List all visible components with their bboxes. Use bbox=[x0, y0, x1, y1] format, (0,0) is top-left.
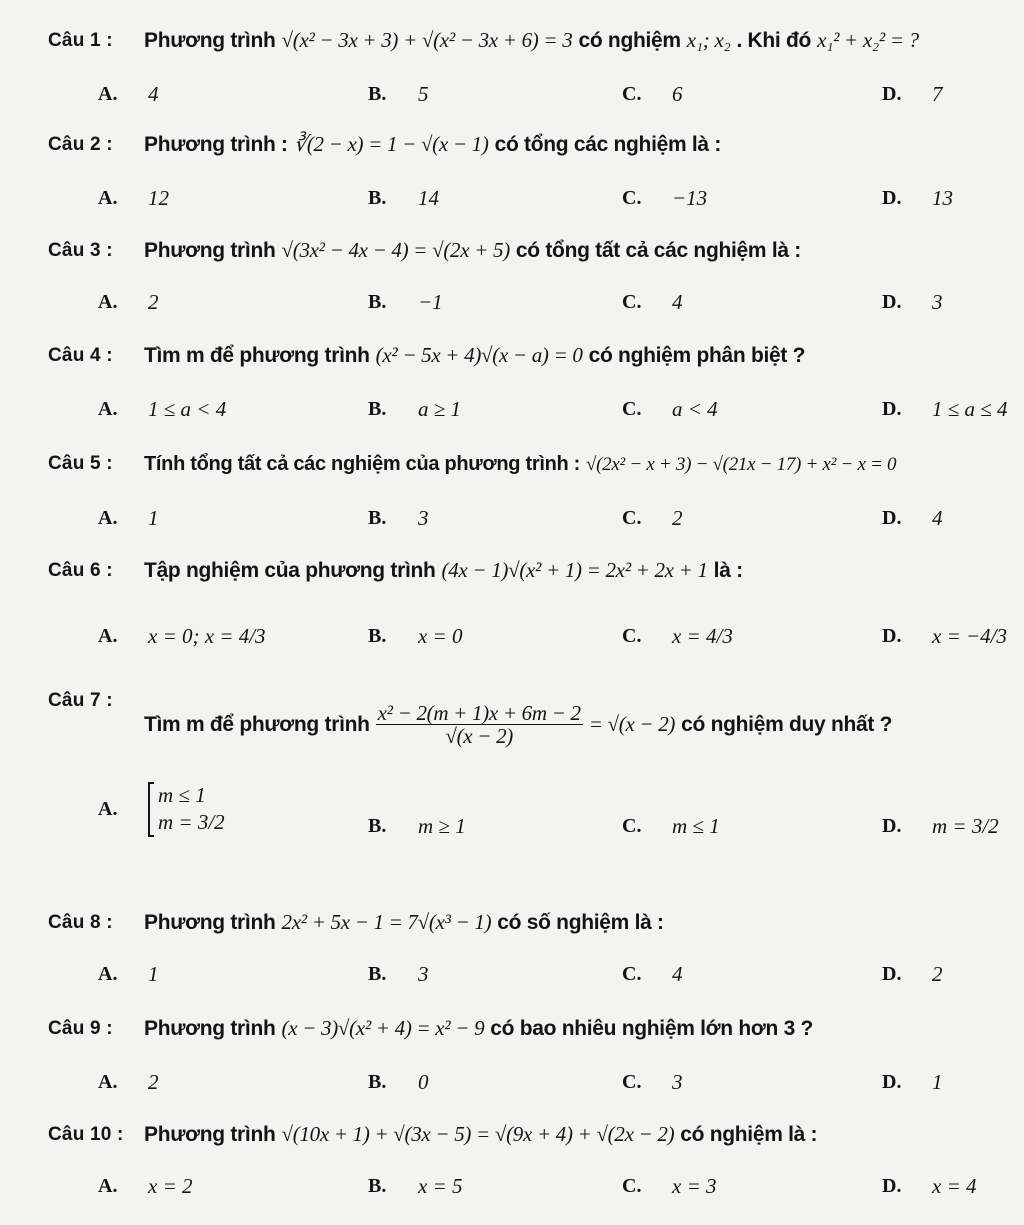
option-c[interactable] bbox=[622, 186, 707, 211]
option-value: x = 3 bbox=[672, 1174, 717, 1198]
option-letter: B. bbox=[368, 1175, 387, 1197]
option-letter: C. bbox=[622, 815, 642, 837]
option-letter: B. bbox=[368, 815, 387, 837]
option-value: 4 bbox=[148, 82, 159, 106]
question-text: có số nghiệm là : bbox=[497, 910, 664, 934]
option-letter: C. bbox=[622, 291, 642, 313]
option-letter: D. bbox=[882, 291, 902, 313]
option-value: x = 2 bbox=[148, 1174, 193, 1198]
option-value: m = 3/2 bbox=[932, 814, 999, 838]
question-6-stem bbox=[48, 558, 1020, 583]
option-letter: D. bbox=[882, 815, 902, 837]
question-text: là : bbox=[713, 558, 743, 582]
option-letter: B. bbox=[368, 187, 387, 209]
equation: √(x² − 3x + 3) + √(x² − 3x + 6) = 3 bbox=[281, 28, 573, 52]
option-value: 13 bbox=[932, 186, 953, 210]
option-value: 2 bbox=[672, 506, 683, 530]
option-b[interactable] bbox=[368, 1070, 429, 1095]
question-10-stem bbox=[48, 1122, 1020, 1147]
option-value: m ≥ 1 bbox=[418, 814, 466, 838]
option-letter: A. bbox=[98, 83, 118, 105]
fraction-numerator: x² − 2(m + 1)x + 6m − 2 bbox=[377, 701, 581, 725]
option-value: a ≥ 1 bbox=[418, 397, 462, 421]
question-5-stem bbox=[48, 452, 1020, 476]
question-text: Phương trình : bbox=[144, 132, 288, 156]
option-value: −13 bbox=[672, 186, 708, 210]
option-letter: B. bbox=[368, 1071, 387, 1093]
equation: (4x − 1)√(x² + 1) = 2x² + 2x + 1 bbox=[441, 558, 708, 582]
question-label: Câu 6 : bbox=[48, 559, 113, 581]
question-text: có nghiệm là : bbox=[680, 1122, 818, 1146]
expression: x₁² + x₂² = ? bbox=[817, 28, 919, 52]
option-d[interactable] bbox=[882, 397, 1008, 422]
option-a[interactable] bbox=[98, 82, 159, 107]
option-c[interactable] bbox=[622, 397, 718, 422]
option-b[interactable] bbox=[368, 624, 463, 649]
question-label: Câu 8 : bbox=[48, 911, 113, 933]
option-b[interactable] bbox=[368, 962, 429, 987]
question-4-stem bbox=[48, 343, 1020, 368]
option-d[interactable] bbox=[882, 82, 943, 107]
question-label: Câu 10 : bbox=[48, 1123, 124, 1145]
option-value: 3 bbox=[932, 290, 943, 314]
question-text: . Khi đó bbox=[736, 28, 812, 52]
question-text: có nghiệm bbox=[578, 28, 681, 52]
option-b[interactable] bbox=[368, 397, 461, 422]
question-text: Phương trình bbox=[144, 238, 276, 262]
option-c[interactable] bbox=[622, 82, 683, 107]
option-value: −1 bbox=[418, 290, 443, 314]
option-letter: D. bbox=[882, 963, 902, 985]
option-letter: D. bbox=[882, 625, 902, 647]
question-text: Tìm m để phương trình bbox=[144, 343, 370, 367]
option-value: 14 bbox=[418, 186, 439, 210]
option-c[interactable] bbox=[622, 814, 720, 839]
question-label: Câu 3 : bbox=[48, 239, 113, 261]
option-value: 1 ≤ a < 4 bbox=[148, 397, 227, 421]
option-d[interactable] bbox=[882, 814, 999, 839]
option-a[interactable] bbox=[98, 1174, 193, 1199]
option-d[interactable] bbox=[882, 290, 943, 315]
option-letter: C. bbox=[622, 187, 642, 209]
option-letter: D. bbox=[882, 1071, 902, 1093]
question-text: Phương trình bbox=[144, 1016, 276, 1040]
question-9-stem bbox=[48, 1016, 1020, 1041]
fraction-denominator: √(x − 2) bbox=[445, 724, 513, 749]
option-value: 1 bbox=[148, 506, 159, 530]
question-text: có bao nhiêu nghiệm lớn hơn 3 ? bbox=[490, 1016, 814, 1040]
question-text: Tính tổng tất cả các nghiệm của phương trình : bbox=[144, 452, 581, 475]
option-system bbox=[148, 782, 225, 837]
question-text: Phương trình bbox=[144, 1122, 276, 1146]
option-value: m ≤ 1 bbox=[672, 814, 720, 838]
option-b[interactable] bbox=[368, 82, 429, 107]
option-value: 4 bbox=[932, 506, 943, 530]
option-letter: D. bbox=[882, 1175, 902, 1197]
option-letter: A. bbox=[98, 398, 118, 420]
option-value: 2 bbox=[148, 290, 159, 314]
option-letter: C. bbox=[622, 507, 642, 529]
option-value: 1 ≤ a ≤ 4 bbox=[932, 397, 1008, 421]
option-d[interactable] bbox=[882, 962, 943, 987]
question-label: Câu 1 : bbox=[48, 29, 113, 51]
question-label: Câu 4 : bbox=[48, 344, 113, 366]
option-letter: D. bbox=[882, 187, 902, 209]
option-d[interactable] bbox=[882, 1174, 977, 1199]
option-letter: A. bbox=[98, 797, 118, 820]
system-line-2: m = 3/2 bbox=[158, 810, 225, 835]
option-b[interactable] bbox=[368, 186, 439, 211]
option-c[interactable] bbox=[622, 1174, 717, 1199]
question-label: Câu 7 : bbox=[48, 690, 113, 711]
question-label: Câu 9 : bbox=[48, 1017, 113, 1039]
option-letter: C. bbox=[622, 83, 642, 105]
question-8-stem bbox=[48, 910, 1020, 935]
option-c[interactable] bbox=[622, 1070, 683, 1095]
option-a[interactable] bbox=[98, 624, 266, 649]
option-value: x = 0; x = 4/3 bbox=[148, 624, 266, 648]
option-letter: A. bbox=[98, 1175, 118, 1197]
option-letter: A. bbox=[98, 625, 118, 647]
option-value: 7 bbox=[932, 82, 943, 106]
question-text: Phương trình bbox=[144, 28, 276, 52]
option-letter: B. bbox=[368, 83, 387, 105]
question-label: Câu 5 : bbox=[48, 453, 113, 474]
option-value: 4 bbox=[672, 962, 683, 986]
question-2-stem bbox=[48, 132, 1020, 157]
option-value: x = 4 bbox=[932, 1174, 977, 1198]
equation: √(10x + 1) + √(3x − 5) = √(9x + 4) + √(2x − 2) bbox=[281, 1122, 675, 1146]
option-b[interactable] bbox=[368, 290, 443, 315]
option-value: x = 0 bbox=[418, 624, 463, 648]
option-value: 4 bbox=[672, 290, 683, 314]
question-3-stem bbox=[48, 238, 1020, 263]
option-value: x = 4/3 bbox=[672, 624, 733, 648]
option-a[interactable] bbox=[98, 397, 226, 422]
option-a[interactable] bbox=[98, 186, 169, 211]
option-d[interactable] bbox=[882, 186, 953, 211]
fraction bbox=[376, 702, 583, 747]
option-value: 2 bbox=[932, 962, 943, 986]
equation: (x − 3)√(x² + 4) = x² − 9 bbox=[281, 1016, 485, 1040]
equation: √(3x² − 4x − 4) = √(2x + 5) bbox=[281, 238, 510, 262]
option-d[interactable] bbox=[882, 506, 943, 531]
equation: √(2x² − x + 3) − √(21x − 17) + x² − x = 0 bbox=[586, 454, 897, 475]
option-letter: C. bbox=[622, 963, 642, 985]
option-letter: A. bbox=[98, 507, 118, 529]
option-b[interactable] bbox=[368, 814, 466, 839]
question-text: có nghiệm phân biệt ? bbox=[588, 343, 806, 367]
equation-rhs: = √(x − 2) bbox=[588, 712, 676, 737]
option-a[interactable] bbox=[98, 506, 159, 531]
option-value: 0 bbox=[418, 1070, 429, 1094]
option-letter: D. bbox=[882, 507, 902, 529]
option-letter: B. bbox=[368, 507, 387, 529]
option-letter: A. bbox=[98, 291, 118, 313]
option-letter: C. bbox=[622, 398, 642, 420]
question-label: Câu 2 : bbox=[48, 133, 113, 155]
option-a[interactable] bbox=[98, 962, 159, 987]
option-value: a < 4 bbox=[672, 397, 718, 421]
option-value: 5 bbox=[418, 82, 429, 106]
option-letter: B. bbox=[368, 963, 387, 985]
option-value: x = −4/3 bbox=[932, 624, 1007, 648]
option-letter: B. bbox=[368, 625, 387, 647]
option-d[interactable] bbox=[882, 624, 1007, 649]
option-value: 6 bbox=[672, 82, 683, 106]
option-letter: B. bbox=[368, 398, 387, 420]
option-value: 1 bbox=[932, 1070, 943, 1094]
equation: (x² − 5x + 4)√(x − a) = 0 bbox=[375, 343, 583, 367]
option-a[interactable] bbox=[98, 782, 225, 837]
option-a[interactable] bbox=[98, 290, 159, 315]
option-letter: D. bbox=[882, 398, 902, 420]
option-b[interactable] bbox=[368, 506, 429, 531]
option-letter: C. bbox=[622, 1071, 642, 1093]
option-value: 2 bbox=[148, 1070, 159, 1094]
roots: x₁; x₂ bbox=[686, 28, 731, 52]
option-letter: A. bbox=[98, 963, 118, 985]
question-text: có tổng tất cả các nghiệm là : bbox=[515, 238, 801, 262]
question-text: Phương trình bbox=[144, 910, 276, 934]
option-value: 3 bbox=[418, 506, 429, 530]
question-text: có nghiệm duy nhất ? bbox=[681, 712, 893, 736]
option-letter: C. bbox=[622, 625, 642, 647]
question-7-text bbox=[144, 702, 1020, 747]
option-c[interactable] bbox=[622, 962, 683, 987]
option-d[interactable] bbox=[882, 1070, 943, 1095]
option-value: 3 bbox=[418, 962, 429, 986]
question-text: Tập nghiệm của phương trình bbox=[144, 558, 436, 582]
option-c[interactable] bbox=[622, 624, 733, 649]
option-c[interactable] bbox=[622, 506, 683, 531]
option-value: 12 bbox=[148, 186, 169, 210]
option-letter: B. bbox=[368, 291, 387, 313]
question-text: có tổng các nghiệm là : bbox=[494, 132, 722, 156]
option-value: x = 5 bbox=[418, 1174, 463, 1198]
option-letter: A. bbox=[98, 1071, 118, 1093]
option-letter: A. bbox=[98, 187, 118, 209]
question-1-stem bbox=[48, 28, 1020, 53]
option-c[interactable] bbox=[622, 290, 683, 315]
option-letter: C. bbox=[622, 1175, 642, 1197]
option-value: 3 bbox=[672, 1070, 683, 1094]
system-line-1: m ≤ 1 bbox=[158, 783, 206, 807]
option-b[interactable] bbox=[368, 1174, 463, 1199]
equation: 2x² + 5x − 1 = 7√(x³ − 1) bbox=[281, 910, 492, 934]
option-value: 1 bbox=[148, 962, 159, 986]
option-a[interactable] bbox=[98, 1070, 159, 1095]
question-text: Tìm m để phương trình bbox=[144, 712, 370, 736]
option-letter: D. bbox=[882, 83, 902, 105]
equation: ∛(2 − x) = 1 − √(x − 1) bbox=[293, 132, 489, 156]
